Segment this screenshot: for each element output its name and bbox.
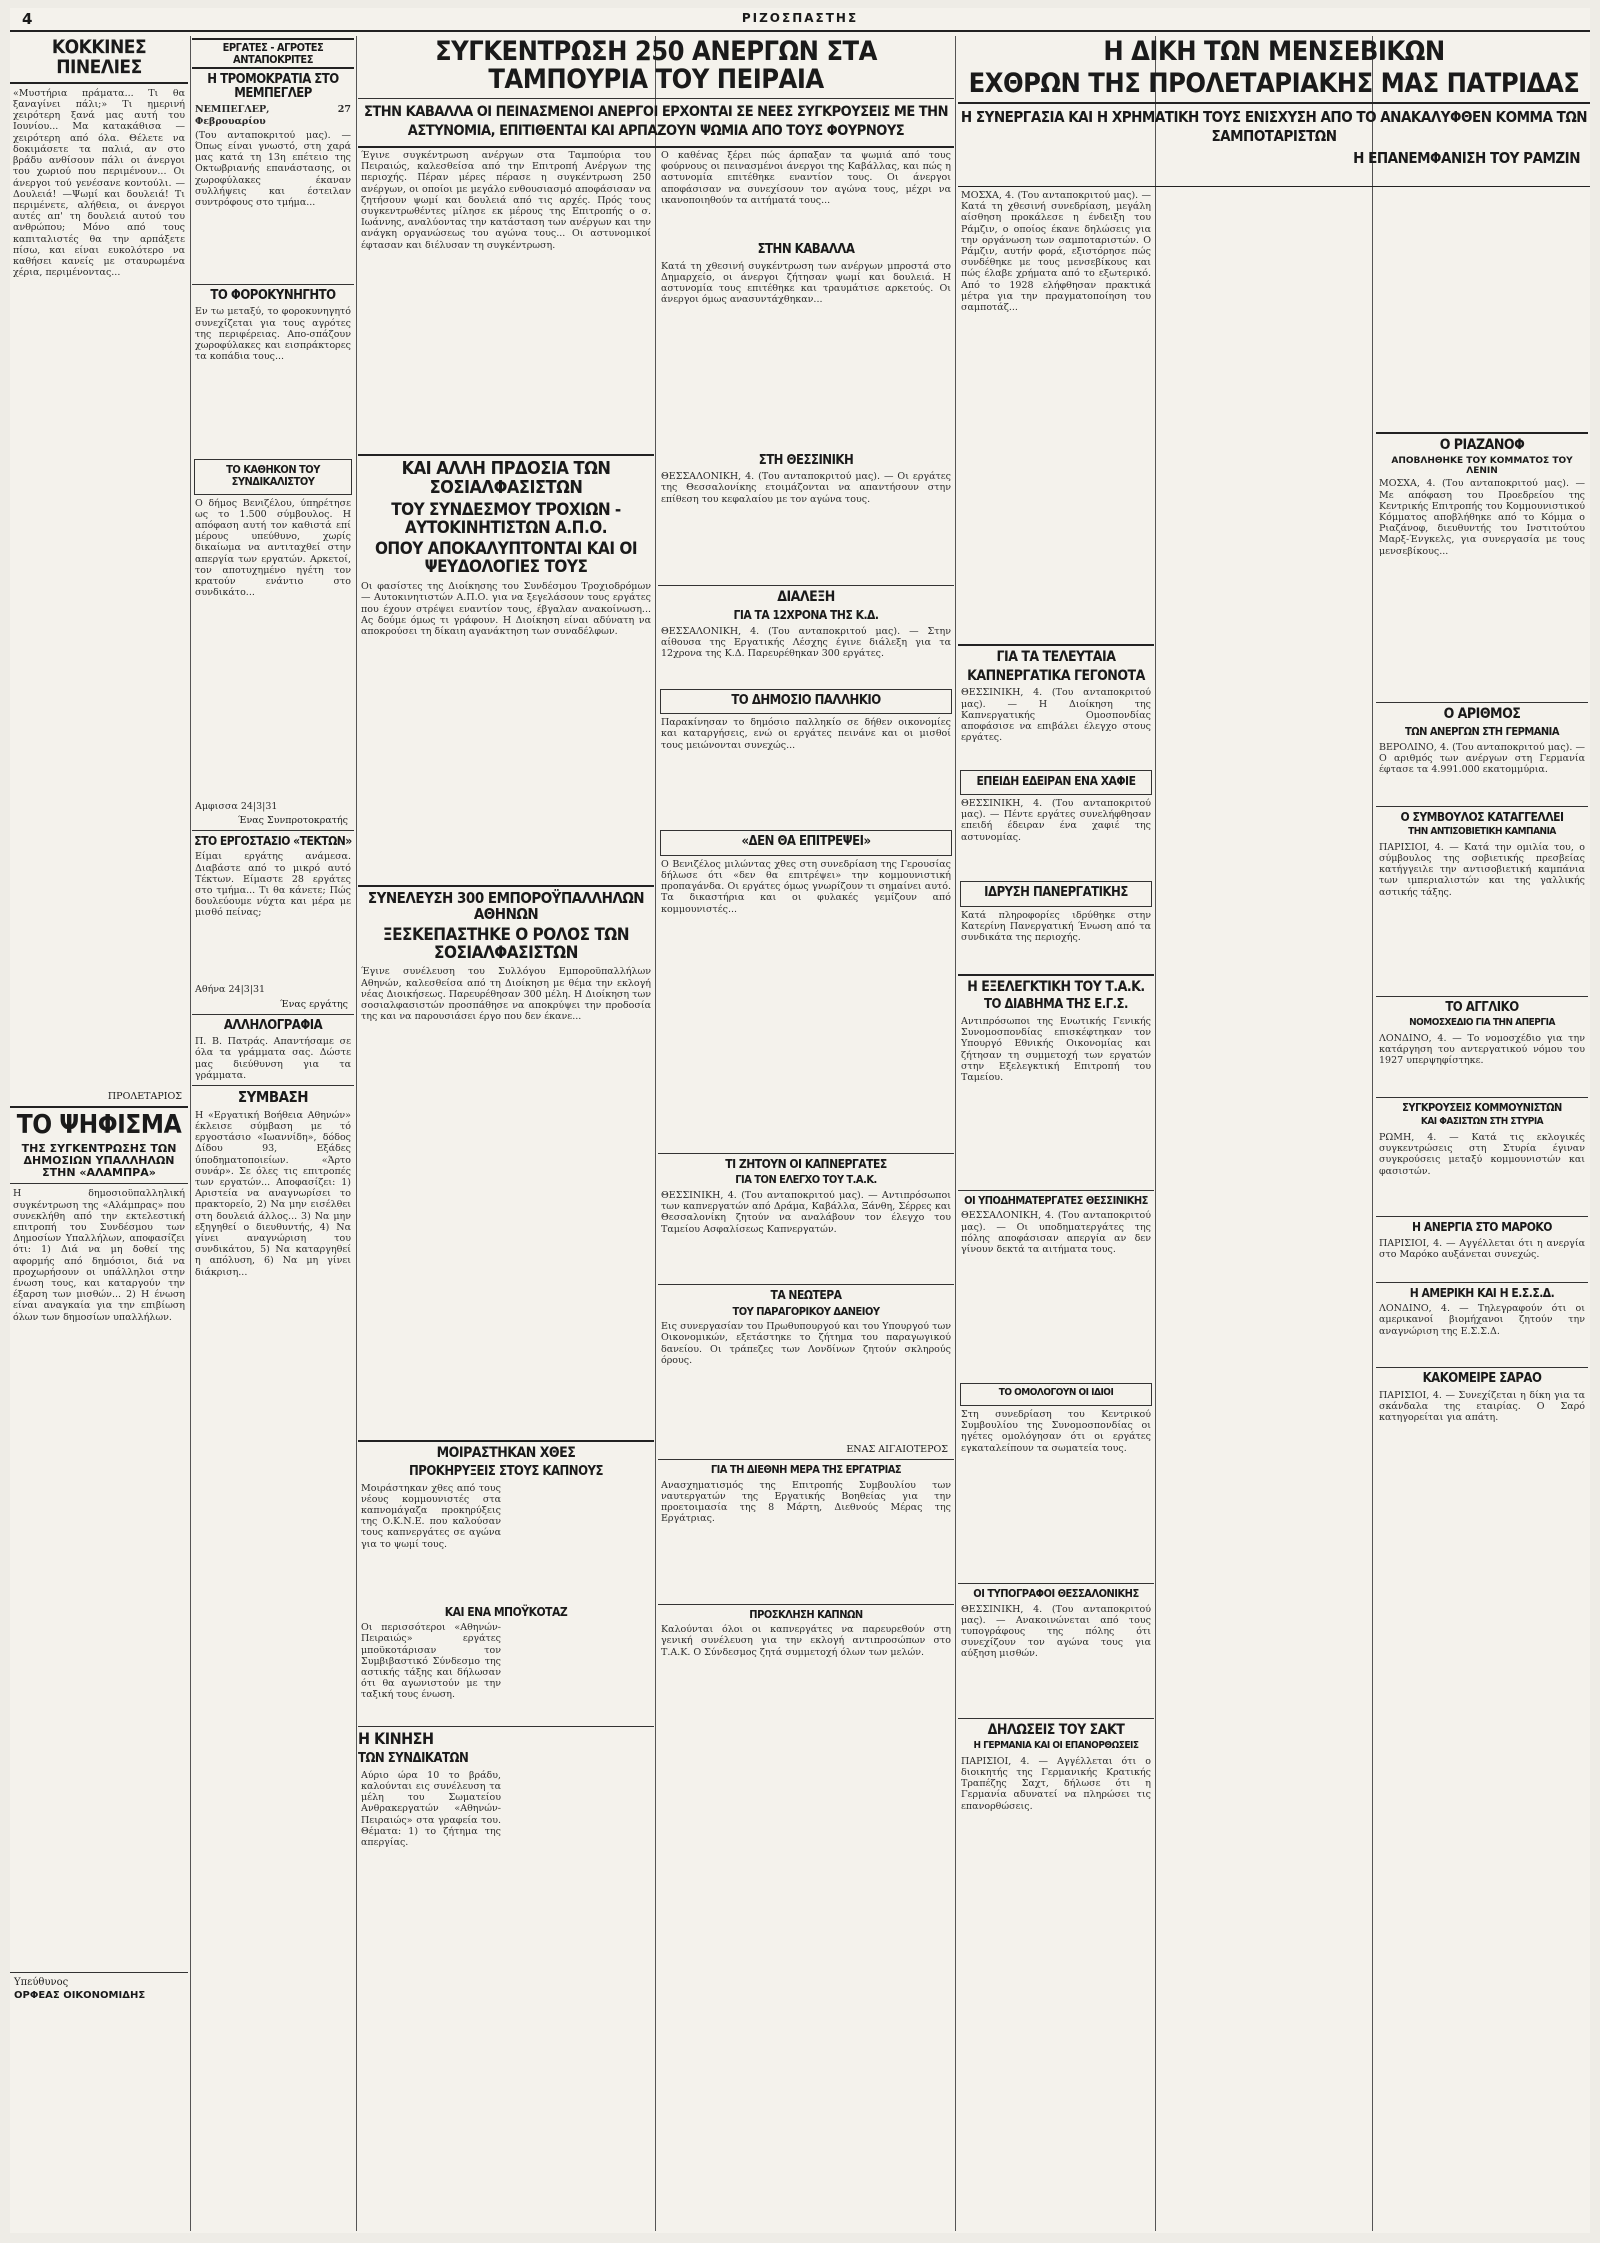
page-number: 4 xyxy=(22,10,33,28)
banner-subtitle: ΣΤΗΝ ΚΑΒΑΛΛΑ ΟΙ ΠΕΙΝΑΣΜΕΝΟΙ ΑΝΕΡΓΟΙ ΕΡΧΟΝΤΑΙ ΣΕ ΝΕΕΣ ΣΥΓΚΡΟΥΣΕΙΣ ΜΕ ΤΗΝ ΑΣΤΥΝΟΜΙΑ, ΕΠΙΤΙΘΕΝΤΑΙ ΚΑΙ ΑΡΠΑΖΟΥΝ ΨΩΜΙΑ ΑΠΟ ΤΟΥΣ ΦΟΥΡΝΟΥΣ xyxy=(363,103,949,139)
article-body: ΘΕΣΣΙΝΙΚΗ, 4. (Του ανταποκριτού μας). — Η Διοίκηση της Καπνεργατικής Ομοσπονδίας αποφάσισε να επιβάλει έλεγχο στους εργάτες. xyxy=(961,687,1151,744)
column-rule xyxy=(955,36,956,2231)
newspaper-page xyxy=(10,8,1590,2233)
article-date: Αμφισσα 24|3|31 xyxy=(195,800,278,812)
article-body: ΜΟΣΧΑ, 4. (Του ανταποκριτού μας). — Κατά τη χθεσινή συνεδρίαση, μεγάλη αίσθηση προκάλεσε η ένδειξη του Ράμζιν, ο οποίος έκανε δηλώσεις για την οργάνωση των σαμποταριστών. Ο Ράμζιν, αυτήν φορά, εξιστόρησε πώς συνδέθηκε με τους μενσεβίκους και πώς έλαβε χρήματα από το εξωτερικό. Από το 1928 ελήφθησαν πρακτικά μέτρα για την πραγματοποίηση του σαμποτάζ... xyxy=(961,190,1151,314)
article-title: ΙΔΡΥΣΗ ΠΑΝΕΡΓΑΤΙΚΗΣ xyxy=(984,884,1128,900)
article-subtitle: ΤΩΝ ΣΥΝΔΙΚΑΤΩΝ xyxy=(358,1751,469,1767)
article-title: ΣΤΗ ΘΕΣΣΙΝΙΚΗ xyxy=(758,452,854,468)
article-body: ΘΕΣΣΑΛΟΝΙΚΗ, 4. (Του ανταποκριτού μας). — Στην αίθουσα της Εργατικής Λέσχης έγινε διάλεξη για τα 12χρονα της Κ.Δ. Παρευρέθηκαν 300 εργάτες. xyxy=(661,625,951,659)
banner-headline-2 xyxy=(958,36,1590,187)
article-body: Έγινε συγκέντρωση ανέργων στα Ταμπούρια του Πειραιώς, καλεσθείσα από την Επιτροπή Ανέργων της περιοχής. Πέραν μέρες πέρασε η συγκέντρωση 250 ανέργων, οι οποίοι με μεγάλο ενθουσιασμό αποφάσισαν να ζητήσουν ψωμί και δουλειά από τις αρχές. Πρός τους συγκεντρωθέντες μίλησε εκ μέρους της Επιτροπής ο σ. Ιωάννης, αναλύοντας την κατάσταση των ανέργων και την ανάγκη οργανώσεως του αγώνα τους... Οι αστυνομικοί έφτασαν και διέλυσαν τη συγκέντρωση. xyxy=(361,150,651,251)
article-title: ΚΑΚΟΜΕΙΡΕ ΣΑΡΑΟ xyxy=(1422,1371,1542,1387)
article-body: Οι περισσότεροι «Αθηνών-Πειραιώς» εργάτες μποϋκοτάρισαν τον Συμβιβαστικό Σύνδεσμο της αστικής τάξης και δήλωσαν ότι θα αγωνιστούν με την ταξική τους ένωση. xyxy=(361,1622,501,1701)
article-title: ΕΠΕΙΔΗ ΕΔΕΙΡΑΝ ΕΝΑ ΧΑΦΙΕ xyxy=(976,774,1136,789)
banner-subtitle: Η ΕΠΑΝΕΜΦΑΝΙΣΗ ΤΟΥ ΡΑΜΖΙΝ xyxy=(1353,148,1580,167)
article-subtitle: ΤΗΣ ΣΥΓΚΕΝΤΡΩΣΗΣ ΤΩΝ ΔΗΜΟΣΙΩΝ ΥΠΑΛΛΗΛΩΝ ΣΤΗΝ «ΑΛΑΜΠΡΑ» xyxy=(21,1142,177,1180)
article-title: ΜΟΙΡΑΣΤΗΚΑΝ ΧΘΕΣ xyxy=(436,1445,576,1462)
article-title: ΤΑ ΝΕΩΤΕΡΑ xyxy=(770,1287,842,1302)
article-body: ΠΑΡΙΣΙΟΙ, 4. — Κατά την ομιλία του, ο σύμβουλος της σοβιετικής πρεσβείας κατήγγειλε την αντισοβιετική καμπάνια των ιμπεριαλιστών και της γαλλικής αστικής τάξης. xyxy=(1379,841,1585,898)
article-title: ΓΙΑ ΤΗ ΔΙΕΘΝΗ ΜΕΡΑ ΤΗΣ ΕΡΓΑΤΡΙΑΣ xyxy=(710,1463,902,1477)
signature: Ένας Συνπροτοκρατής xyxy=(237,814,348,826)
article-body: ΠΑΡΙΣΙΟΙ, 4. — Αγγέλλεται ότι η ανεργία στο Μαρόκο αυξάνεται συνεχώς. xyxy=(1379,1237,1585,1260)
masthead xyxy=(10,8,1590,32)
article-body: Στη συνεδρίαση του Κεντρικού Συμβουλίου της Συνομοσπονδίας οι ηγέτες ομολόγησαν ότι οι εργάτες εγκαταλείπουν τα σωματεία τους. xyxy=(961,1408,1151,1454)
article-title: ΤΟ ΑΓΓΛΙΚΟ xyxy=(1445,999,1519,1015)
article-title: ΚΑΙ ΕΝΑ ΜΠΟΫΚΟΤΑΖ xyxy=(444,1604,568,1619)
column-6-articles xyxy=(1376,428,1588,2226)
column-rule xyxy=(356,36,357,2231)
article-subtitle: ΤΟΥ ΣΥΝΔΕΣΜΟΥ ΤΡΟΧΙΩΝ - ΑΥΤΟΚΙΝΗΤΙΣΤΩΝ Α.Π.Ο. xyxy=(391,499,621,538)
banner-title: Η ΔΙΚΗ ΤΩΝ ΜΕΝΣΕΒΙΚΩΝ xyxy=(1103,36,1445,67)
article-body: Κατά τη χθεσινή συγκέντρωση των ανέργων μπροστά στο Δημαρχείο, οι άνεργοι ζήτησαν ψωμί και δουλειά. Η αστυνομία τους επιτέθηκε και τραυμάτισε αρκετούς. Οι άνεργοι όμως ανασυντάχθηκαν... xyxy=(661,260,951,306)
article-body: ΛΟΝΔΙΝΟ, 4. — Το νομοσχέδιο για την κατάργηση του αντεργατικού νόμου του 1927 υπερψηφίστηκε. xyxy=(1379,1032,1585,1067)
column-5 xyxy=(958,190,1154,2226)
article-title: ΤΟ ΚΑΘΗΚΟΝ ΤΟΥ ΣΥΝΔΙΚΑΛΙΣΤΟΥ xyxy=(226,463,320,488)
article-title: ΔΗΛΩΣΕΙΣ ΤΟΥ ΣΑΚΤ xyxy=(987,1721,1125,1738)
article-subtitle: ΚΑΠΝΕΡΓΑΤΙΚΑ ΓΕΓΟΝΟΤΑ xyxy=(967,667,1145,684)
article-body: Μοιράστηκαν χθες από τους νέους κομμουνιστές στα καπνομάγαζα προκηρύξεις της Ο.Κ.Ν.Ε. που καλούσαν τους καπνεργάτες σε αγώνα για το ψωμί τους. xyxy=(361,1482,501,1550)
column-3 xyxy=(358,150,654,2226)
article-body: Έγινε συνέλευση του Συλλόγου Εμποροϋπαλλήλων Αθηνών, καλεσθείσα από τη Διοίκηση με θέμα την εκλογή νέας Διοικήσεως. Παρευρέθησαν 300 μέλη. Η Διοίκηση των σοσιαλφασιστών προσπάθησε να αποκρύψει την προδοσία της και να παρουσιάσει έργο που δεν έκανε... xyxy=(361,966,651,1023)
article-body: ΜΟΣΧΑ, 4. (Του ανταποκριτού μας). — Με απόφαση του Προεδρείου της Κεντρικής Επιτροπής του Κομμουνιστικού Κόμματος αποβλήθηκε από το Κόμμα ο Ριαζάνοφ, διευθυντής του Ινστιτούτου Μαρξ-Ένγκελς, για συνεργασία με τους μενσεβίκους... xyxy=(1379,478,1585,557)
article-title: ΣΥΜΒΑΣΗ xyxy=(237,1087,309,1106)
article-title: ΣΥΓΚΡΟΥΣΕΙΣ ΚΟΜΜΟΥΝΙΣΤΩΝ xyxy=(1402,1100,1562,1114)
article-subtitle: ΚΑΙ ΦΑΣΙΣΤΩΝ ΣΤΗ ΣΤΥΡΙΑ xyxy=(1420,1116,1544,1128)
article-title: Η ΑΜΕΡΙΚΗ ΚΑΙ Η Ε.Σ.Σ.Δ. xyxy=(1409,1285,1555,1300)
article-body: ΒΕΡΟΛΙΝΟ, 4. (Του ανταποκριτού μας). — Ο αριθμός των ανέργων στη Γερμανία έφτασε τα 4.991.000 εκατομμύρια. xyxy=(1379,741,1585,776)
column-2 xyxy=(192,36,354,2226)
article-subtitle: ΤΩΝ ΑΝΕΡΓΩΝ ΣΤΗ ΓΕΡΜΑΝΙΑ xyxy=(1405,725,1559,739)
article-subtitle: ΤΟΥ ΠΑΡΑΓΟΡΙΚΟΥ ΔΑΝΕΙΟΥ xyxy=(732,1304,880,1318)
article-title: Ο ΑΡΙΘΜΟΣ xyxy=(1443,706,1521,723)
article-title: Ο ΣΥΜΒΟΥΛΟΣ ΚΑΤΑΓΓΕΛΛΕΙ xyxy=(1400,809,1564,824)
article-title: ΚΑΙ ΑΛΛΗ ΠΡΔΟΣΙΑ ΤΩΝ ΣΟΣΙΑΛΦΑΣΙΣΤΩΝ xyxy=(401,458,611,498)
article-body: Οι φασίστες της Διοίκησης του Συνδέσμου Τροχιοδρόμων — Αυτοκινητιστών Α.Π.Ο. για να ξεγελάσουν τους εργάτες που έχουν στρέψει εναντίον τους, έβγαλαν ανακοίνωση... Ας δούμε όμως τι γράφουν. Η Διοίκηση είναι αδύνατη να αποκρούσει τη δίκαιη αγανάκτηση των συναδέλφων. xyxy=(361,581,651,637)
dateline: ΝΕΜΠΕΓΛΕΡ, 27 Φεβρουαρίου xyxy=(195,104,351,127)
article-body: ΛΟΝΔΙΝΟ, 4. — Τηλεγραφούν ότι οι αμερικανοί βιομήχανοι ζητούν την αναγνώριση της Ε.Σ.Σ.Δ. xyxy=(1379,1303,1585,1337)
article-title: «ΔΕΝ ΘΑ ΕΠΙΤΡΕΨΕΙ» xyxy=(741,834,871,850)
article-title: Η ΚΙΝΗΣΗ xyxy=(358,1729,434,1749)
article-body: (Του ανταποκριτού μας). — Όπως είναι γνωστό, στη χαρά μας κατά τη 13η επέτειο της Οκτωβριανής επανάστασης, οι χωροφύλακες έκαναν συλλήψεις και έστειλαν συντρόφους στο τμήμα... xyxy=(195,129,351,208)
article-body: ΠΑΡΙΣΙΟΙ, 4. — Συνεχίζεται η δίκη για τα σκάνδαλα της εταιρίας. Ο Σαρό κατηγορείται για απάτη. xyxy=(1379,1389,1585,1424)
article-body: ΘΕΣΣΑΛΟΝΙΚΗ, 4. (Του ανταποκριτού μας). — Οι εργάτες της Θεσσαλονίκης ετοιμάζονται να απαντήσουν στην επίθεση του κεφαλαίου με τον αγώνα τους. xyxy=(661,471,951,505)
column-4 xyxy=(658,150,954,2226)
column-rule xyxy=(1155,36,1156,2231)
article-title: ΤΟ ΨΗΦΙΣΜΑ xyxy=(16,1109,182,1140)
signature: Ένας εργάτης xyxy=(280,998,348,1010)
article-title: Η ΕΞΕΛΕΓΚΤΙΚΗ ΤΟΥ Τ.Α.Κ. xyxy=(967,978,1145,995)
publisher-label: Υπεύθυνος xyxy=(14,1977,69,1989)
article-body: Παρακίνησαν το δημόσιο παλληκίο σε δήθεν οικονομίες και καταργήσεις, ενώ οι εργάτες πεινάνε και οι μισθοί τους μειώνονται συνεχώς... xyxy=(661,717,951,751)
article-body: Εν τω μεταξύ, το φοροκυνηγητό συνεχίζεται για τους αγρότες της περιφέρειας. Απο-σπάζουν χωροφύλακες και εισπράκτορες τα κοπάδια τους... xyxy=(195,306,351,363)
article-body: ΠΑΡΙΣΙΟΙ, 4. — Αγγέλλεται ότι ο διοικητής της Γερμανικής Κρατικής Τραπέζης Σαχτ, δήλωσε ότι η Γερμανία αδυνατεί να πληρώσει τις επανορθώσεις. xyxy=(961,1755,1151,1812)
article-body: Εις συνεργασίαν του Πρωθυπουργού και του Υπουργού των Οικονομικών, εξετάστηκε το ζήτημα του παραγωγικού δανείου. Οι τράπεζες των Λονδίνων ζητούν σκληρούς όρους. xyxy=(661,1321,951,1366)
article-body: ΡΩΜΗ, 4. — Κατά τις εκλογικές συγκεντρώσεις στη Στυρία έγιναν συγκρούσεις μεταξύ κομμουνιστών και φασιστών. xyxy=(1379,1131,1585,1177)
newspaper-name: ΡΙΖΟΣΠΑΣΤΗΣ xyxy=(741,11,859,25)
column-1 xyxy=(10,36,188,2226)
article-title: ΠΡΟΣΚΛΗΣΗ ΚΑΠΝΩΝ xyxy=(749,1607,863,1621)
article-subtitle: ΤΟ ΔΙΑΒΗΜΑ ΤΗΣ Ε.Γ.Σ. xyxy=(984,997,1128,1013)
article-body: Αύριο ώρα 10 το βράδυ, καλούνται εις συνέλευση τα μέλη του Σωματείου Ανθρακεργατών «Αθηνών-Πειραιώς» στα γραφεία του. Θέματα: 1) το ζήτημα της απεργίας. xyxy=(361,1769,501,1848)
article-body: Κατά πληροφορίες ιδρύθηκε στην Κατερίνη Πανεργατική Ένωση από τα συνδικάτα της περιοχής. xyxy=(961,909,1151,944)
article-subtitle: ΓΙΑ ΤΟΝ ΕΛΕΓΧΟ ΤΟΥ Τ.Α.Κ. xyxy=(735,1173,877,1187)
article-title: ΓΙΑ ΤΑ ΤΕΛΕΥΤΑΙΑ xyxy=(996,649,1116,665)
article-subtitle: ΝΟΜΟΣΧΕΔΙΟ ΓΙΑ ΤΗΝ ΑΠΕΡΓΙΑ xyxy=(1409,1017,1555,1029)
article-body: ΘΕΣΣΙΝΙΚΗ, 4. (Του ανταποκριτού μας). — Αντιπρόσωποι των καπνεργατών από Δράμα, Καβάλλα, Ξάνθη, Σέρρες και Θεσσαλονίκη ζητούν να αναλάβουν τον έλεγχο του Ταμείου Ασφαλίσεως Καπνεργατών. xyxy=(661,1189,951,1235)
article-body: ΘΕΣΣΙΝΙΚΗ, 4. (Του ανταποκριτού μας). — Ανακοινώνεται από τους τυπογράφους της πόλης ότι συνεχίζουν τον αγώνα τους για αύξηση μισθών. xyxy=(961,1603,1151,1660)
article-subtitle: ΠΡΟΚΗΡΥΞΕΙΣ ΣΤΟΥΣ ΚΑΠΝΟΥΣ xyxy=(408,1464,603,1480)
signature: ΕΝΑΣ ΑΙΓΑΙΟΤΕΡΟΣ xyxy=(846,1444,948,1456)
article-subtitle: ΓΙΑ ΤΑ 12ΧΡΟΝΑ ΤΗΣ Κ.Δ. xyxy=(733,607,879,622)
article-body: Π. Β. Πατράς. Απαντήσαμε σε όλα τα γράμματα σας. Δώστε μας διεύθυνση για τα γράμματα. xyxy=(195,1036,351,1081)
column-rule xyxy=(655,36,656,2231)
article-body: Καλούνται όλοι οι καπνεργάτες να παρευρεθούν στη γενική συνέλευση για την εκλογή αντιπροσώπων στο Τ.Α.Κ. Ο Σύνδεσμος ζητά συμμετοχή όλων των μελών. xyxy=(661,1624,951,1658)
article-date: Αθήνα 24|3|31 xyxy=(195,984,266,996)
article-body: Είμαι εργάτης ανάμεσα. Διαβάστε από το μικρό αυτό Τέκτων. Είμαστε 28 εργάτες στο τμήμα... Τι θα κάνετε; Πώς δουλεύουμε νύχτα και μέρα με μισθό πείνας; xyxy=(195,851,351,919)
article-subtitle: ΟΠΟΥ ΑΠΟΚΑΛΥΠΤΟΝΤΑΙ ΚΑΙ ΟΙ ΨΕΥΔΟΛΟΓΙΕΣ ΤΟΥΣ xyxy=(374,539,638,578)
banner-title: ΕΧΘΡΩΝ ΤΗΣ ΠΡΟΛΕΤΑΡΙΑΚΗΣ ΜΑΣ ΠΑΤΡΙΔΑΣ xyxy=(958,70,1590,103)
article-title: ΤΟ ΦΟΡΟΚΥΝΗΓΗΤΟ xyxy=(210,287,336,303)
article-title: ΔΙΑΛΕΞΗ xyxy=(777,589,835,606)
article-title: ΤΟ ΔΗΜΟΣΙΟ ΠΑΛΛΗΚΙΟ xyxy=(731,692,881,708)
article-body: ΘΕΣΣΙΝΙΚΗ, 4. (Του ανταποκριτού μας). — Πέντε εργάτες συνελήφθησαν επειδή έδειραν ένα χαφιέ της αστυνομίας. xyxy=(961,797,1151,843)
article-title: ΟΙ ΥΠΟΔΗΜΑΤΕΡΓΑΤΕΣ ΘΕΣΣΙΝΙΚΗΣ xyxy=(964,1193,1148,1207)
article-body: Η «Εργατική Βοήθεια Αθηνών» έκλεισε σύμβαση με τό εργοστάσιο «Ιωαννίδη», δόδος Δίδου 93, Εξάδες ύποδηματοποιείων. «Άρτο συνάρ». Σε όλες τις επιτροπές των εργατών... Αποφασίζει: 1) Αριστεία να αναγνωρίσει το πρακτορείο, 2) Να μην εισέλθει στη δουλειά άλλος... 3) Να μην εξηγηθεί ο διευθυντής, 4) Να γίνει αναγνώριση του συνδικάτου, 5) Να καταργηθεί η απόλυση, 6) Να μη γίνει διάκριση... xyxy=(195,1109,351,1278)
article-title: ΤΟ ΟΜΟΛΟΓΟΥΝ ΟΙ ΙΔΙΟΙ xyxy=(998,1387,1114,1399)
article-title: Η ΑΝΕΡΓΙΑ ΣΤΟ ΜΑΡΟΚΟ xyxy=(1412,1219,1552,1234)
publisher-name: ΟΡΦΕΑΣ ΟΙΚΟΝΟΜΙΔΗΣ xyxy=(14,1990,146,2002)
article-title: Ο ΡΙΑΖΑΝΟΦ xyxy=(1439,437,1525,453)
article-subtitle: ΞΕΣΚΕΠΑΣΤΗΚΕ Ο ΡΟΛΟΣ ΤΩΝ ΣΟΣΙΑΛΦΑΣΙΣΤΩΝ xyxy=(382,924,630,963)
article-title: ΣΤΟ ΕΡΓΟΣΤΑΣΙΟ «ΤΕΚΤΩΝ» xyxy=(194,833,352,848)
article-body: Ανασχηματισμός της Επιτροπής Συμβουλίου των ναυτεργατών της Εργατικής Βοηθείας για την προετοιμασία της 8 Μάρτη, Διεθνούς Μέρας της Εργάτριας. xyxy=(661,1479,951,1525)
article-body: Αντιπρόσωποι της Ενωτικής Γενικής Συνομοσπονδίας επισκέφτηκαν τον Υπουργό Εθνικής Οικονομίας και ζήτησαν τη συμμετοχή των εργατών στην Εξελεγκτική Επιτροπή του Ταμείου. xyxy=(961,1015,1151,1083)
article-body: Ο καθένας ξέρει πώς άρπαξαν τα ψωμιά από τους φούρνους οι πεινασμένοι άνεργοι της Καβάλλας, και πώς η αστυνομία επιτέθηκε εναντίον τους. Οι άνεργοι αποφάσισαν να συνεχίσουν τον αγώνα τους, μέχρι να ικανοποιηθούν τα αιτήματά τους... xyxy=(661,150,951,206)
article-title: ΣΥΝΕΛΕΥΣΗ 300 ΕΜΠΟΡΟΫΠΑΛΛΗΛΩΝ ΑΘΗΝΩΝ xyxy=(367,889,645,923)
article-title: ΟΙ ΤΥΠΟΓΡΑΦΟΙ ΘΕΣΣΑΛΟΝΙΚΗΣ xyxy=(973,1586,1139,1600)
banner-subtitle: Η ΣΥΝΕΡΓΑΣΙΑ ΚΑΙ Η ΧΡΗΜΑΤΙΚΗ ΤΟΥΣ ΕΝΙΣΧΥΣΗ ΑΠΟ ΤΟ ΑΝΑΚΑΛΥΦΘΕΝ ΚΟΜΜΑ ΤΩΝ ΣΑΜΠΟΤΑΡΙΣΤΩΝ xyxy=(960,107,1588,146)
banner-title: ΣΥΓΚΕΝΤΡΩΣΗ 250 ΑΝΕΡΓΩΝ ΣΤΑ ΤΑΜΠΟΥΡΙΑ ΤΟΥ ΠΕΙΡΑΙΑ xyxy=(358,38,954,99)
article-subtitle: ΤΗΝ ΑΝΤΙΣΟΒΙΕΤΙΚΗ ΚΑΜΠΑΝΙΑ xyxy=(1408,826,1556,838)
section-title: ΕΡΓΑΤΕΣ - ΑΓΡΟΤΕΣ ΑΝΤΑΠΟΚΡΙΤΕΣ xyxy=(192,38,354,69)
signature: ΠΡΟΛΕΤΑΡΙΟΣ xyxy=(107,1090,182,1102)
article-body: Ο δήμος Βενιζέλου, ύπηρέτησε ως το 1.500 σύμβουλος. Η απόφαση αυτή τον καθιστά επί μέρους υπεύθυνο, χωρίς δικαίωμα να αντιταχθεί στην απεργία των εργατών. Αρκετοί, τον αποτυχημένο ηγέτη τον κρατούν ενάντιο στο συνδικάτο... xyxy=(195,497,351,599)
article-subtitle: Η ΓΕΡΜΑΝΙΑ ΚΑΙ ΟΙ ΕΠΑΝΟΡΘΩΣΕΙΣ xyxy=(973,1740,1139,1752)
column-title: ΚΟΚΚΙΝΕΣ ΠΙΝΕΛΙΕΣ xyxy=(51,36,147,78)
column-rule xyxy=(190,36,191,2231)
article-body: Ο Βενιζέλος μιλώντας χθες στη συνεδρίαση της Γερουσίας δήλωσε ότι «δεν θα επιτρέψει» την κομμουνιστική προπαγάνδα. Οι εργάτες όμως γνωρίζουν τι σημαίνει αυτό. Τα δικαστήρια και οι φυλακές γεμίζουν από κομμουνιστές... xyxy=(661,858,951,915)
article-title: ΑΛΛΗΛΟΓΡΑΦΙΑ xyxy=(223,1017,323,1033)
article-title: ΤΙ ΖΗΤΟΥΝ ΟΙ ΚΑΠΝΕΡΓΑΤΕΣ xyxy=(725,1156,887,1171)
article-subtitle: ΑΠΟΒΛΗΘΗΚΕ ΤΟΥ ΚΟΜΜΑΤΟΣ ΤΟΥ ΛΕΝΙΝ xyxy=(1391,455,1573,476)
article-title: ΣΤΗΝ ΚΑΒΑΛΛΑ xyxy=(757,242,855,257)
article-title: Η ΤΡΟΜΟΚΡΑΤΙΑ ΣΤΟ ΜΕΜΠΕΓΛΕΡ xyxy=(207,72,339,101)
article-body: Η δημοσιοϋπαλληλική συγκέντρωση της «Αλάμπρας» που συνεκλήθη από την εκτελεστική επιτροπή του Συνδέσμου των Δημοσίων Υπαλλήλων, αποφασίζει ότι: 1) Διά να μη δοθεί της αφορμής από δημόσιοι, διά να προχωρήσουν οι υπάλληλοι στην ένωση τους, και καταργούν την έξαρση των μισθών... 2) Η ένωση είναι αναγκαία για την επιβίωση όλων των δημοσίων υπαλλήλων. xyxy=(13,1188,185,1323)
article-body: ΘΕΣΣΑΛΟΝΙΚΗ, 4. (Του ανταποκριτού μας). — Οι υποδηματεργάτες της πόλης αποφάσισαν απεργία αν δεν γίνουν δεκτά τα αιτήματα τους. xyxy=(961,1210,1151,1256)
article-body: «Μυστήρια πράματα... Τι θα ξαναγίνει πάλι;» Τι ημερινή χειρότερη ξανά μας αυτή του Ιουνίου... Μα κατακάθισα — χειρότερη από όλα. Θέλετε να δοκιμάσετε τα παλιά, αν στο βράδυ ανθίσουν πάλι οι άνεργοι του χωριού που περιμένουν... Οι άνεργοι τού γενέσανε κοντούλι. —Δουλειά! —Ψωμί και δουλειά! Τι περιμένετε, αλήθεια, οι άνεργοι αυτές απ' τη δουλειά αυτού του ανθρώπου; Μόνο από τους καπιταλιστές θα την αρπάξετε πίσω, και είναι ευκολότερο να καθήσει κανείς με σταυρωμένα χέρια, περιμένοντας... xyxy=(13,87,185,279)
banner-headline-1 xyxy=(358,36,954,148)
